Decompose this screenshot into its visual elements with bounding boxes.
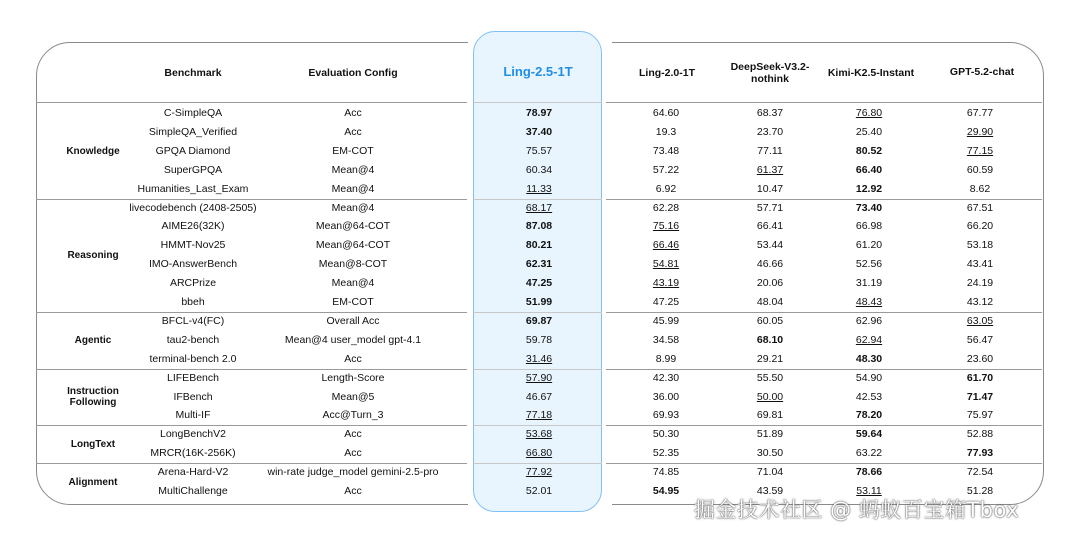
- score-cell: 63.22: [855, 447, 883, 460]
- row-divider: [473, 425, 602, 426]
- score-cell: 73.40: [855, 201, 883, 214]
- score-cell: 20.06: [756, 277, 784, 290]
- score-cell: 77.92: [525, 466, 553, 479]
- score-cell: 52.56: [855, 258, 883, 271]
- benchmark-name: AIME26(32K): [161, 220, 225, 233]
- score-cell: 50.30: [652, 428, 680, 441]
- score-cell: 45.99: [652, 314, 680, 327]
- benchmark-name: HMMT-Nov25: [160, 239, 226, 252]
- eval-config: win-rate judge_model gemini-2.5-pro: [267, 466, 439, 479]
- benchmark-name: LongBenchV2: [160, 428, 226, 441]
- score-cell: 42.53: [855, 390, 883, 403]
- score-cell: 87.08: [525, 220, 553, 233]
- watermark: 掘金技术社区 @ 蚂蚁百宝箱Tbox: [694, 498, 1020, 522]
- score-cell: 56.47: [966, 333, 994, 346]
- row-divider: [606, 312, 1042, 313]
- score-cell: 69.81: [756, 409, 784, 422]
- score-cell: 62.28: [652, 201, 680, 214]
- score-cell: 66.46: [652, 239, 680, 252]
- eval-config: Acc: [344, 485, 362, 497]
- score-cell: 67.51: [966, 201, 994, 214]
- score-cell: 46.67: [525, 390, 553, 403]
- score-cell: 6.92: [655, 182, 677, 195]
- score-cell: 66.98: [855, 220, 883, 233]
- benchmark-name: LIFEBench: [167, 371, 219, 384]
- score-cell: 57.71: [756, 201, 784, 214]
- score-cell: 36.00: [652, 390, 680, 403]
- score-cell: 62.94: [855, 333, 883, 346]
- score-cell: 31.46: [525, 352, 553, 365]
- score-cell: 57.22: [652, 163, 680, 176]
- benchmark-name: Arena-Hard-V2: [157, 466, 229, 479]
- score-cell: 8.99: [655, 352, 677, 365]
- eval-config: Mean@64-COT: [315, 220, 391, 233]
- score-cell: 73.48: [652, 144, 680, 157]
- score-cell: 25.40: [855, 125, 883, 138]
- header-ling-2-0-1t: Ling-2.0-1T: [638, 67, 695, 79]
- score-cell: 43.19: [652, 277, 680, 290]
- score-cell: 23.60: [966, 352, 994, 365]
- row-divider: [606, 102, 1042, 103]
- benchmark-name: terminal-bench 2.0: [149, 352, 237, 365]
- score-cell: 60.34: [525, 163, 553, 176]
- score-cell: 50.00: [756, 390, 784, 403]
- row-divider: [36, 463, 467, 464]
- eval-config: Mean@4: [331, 163, 375, 176]
- eval-config: Acc: [344, 352, 362, 365]
- score-cell: 78.97: [525, 107, 553, 119]
- row-divider: [473, 312, 602, 313]
- eval-config: Overall Acc: [326, 314, 380, 327]
- header-eval-config: Evaluation Config: [308, 67, 398, 79]
- benchmark-name: C-SimpleQA: [163, 107, 223, 119]
- category-label: Alignment: [68, 476, 118, 488]
- benchmark-name: ARCPrize: [169, 277, 217, 290]
- score-cell: 59.78: [525, 333, 553, 346]
- score-cell: 24.19: [966, 277, 994, 290]
- header-deepseek: DeepSeek-V3.2-nothink: [730, 61, 810, 85]
- score-cell: 11.33: [526, 182, 552, 195]
- score-cell: 34.58: [652, 333, 680, 346]
- row-divider: [36, 199, 467, 200]
- eval-config: EM-COT: [332, 144, 374, 157]
- score-cell: 68.10: [756, 333, 784, 346]
- score-cell: 23.70: [756, 125, 784, 138]
- category-label: Agentic: [74, 334, 112, 346]
- score-cell: 52.01: [525, 485, 553, 497]
- score-cell: 80.52: [855, 144, 883, 157]
- score-cell: 30.50: [756, 447, 784, 460]
- benchmark-name: SimpleQA_Verified: [148, 125, 238, 138]
- score-cell: 43.41: [966, 258, 994, 271]
- row-divider: [606, 369, 1042, 370]
- benchmark-name: MRCR(16K-256K): [150, 447, 236, 460]
- row-divider: [606, 463, 1042, 464]
- score-cell: 63.05: [966, 314, 994, 327]
- score-cell: 29.90: [966, 125, 994, 138]
- benchmark-name: BFCL-v4(FC): [161, 314, 225, 327]
- score-cell: 29.21: [756, 352, 784, 365]
- benchmark-name: bbeh: [181, 296, 205, 308]
- score-cell: 62.31: [525, 258, 553, 271]
- score-cell: 43.59: [756, 485, 784, 497]
- benchmark-name: IFBench: [173, 390, 213, 403]
- score-cell: 72.54: [966, 466, 994, 479]
- score-cell: 62.96: [855, 314, 883, 327]
- score-cell: 48.04: [756, 296, 784, 308]
- benchmark-name: GPQA Diamond: [155, 144, 231, 157]
- score-cell: 68.37: [756, 107, 784, 119]
- row-divider: [606, 199, 1042, 200]
- score-cell: 46.66: [756, 258, 784, 271]
- score-cell: 47.25: [525, 277, 553, 290]
- eval-config: EM-COT: [332, 296, 374, 308]
- eval-config: Mean@64-COT: [315, 239, 391, 252]
- score-cell: 77.15: [966, 144, 994, 157]
- score-cell: 66.41: [756, 220, 784, 233]
- benchmark-name: Multi-IF: [175, 409, 211, 422]
- eval-config: Acc: [344, 428, 362, 441]
- benchmark-name: Humanities_Last_Exam: [137, 182, 249, 195]
- score-cell: 10.47: [756, 182, 784, 195]
- row-divider: [473, 463, 602, 464]
- score-cell: 52.35: [652, 447, 680, 460]
- eval-config: Mean@4: [331, 277, 375, 290]
- score-cell: 60.05: [756, 314, 784, 327]
- header-kimi: Kimi-K2.5-Instant: [827, 67, 915, 79]
- benchmark-name: SuperGPQA: [163, 163, 223, 176]
- score-cell: 19.3: [655, 125, 677, 138]
- row-divider: [36, 425, 467, 426]
- score-cell: 53.68: [525, 428, 553, 441]
- eval-config: Mean@4: [331, 182, 375, 195]
- row-divider: [36, 102, 467, 103]
- benchmark-name: tau2-bench: [166, 333, 220, 346]
- benchmark-name: livecodebench (2408-2505): [129, 201, 257, 214]
- score-cell: 53.44: [756, 239, 784, 252]
- row-divider: [36, 369, 467, 370]
- score-cell: 75.57: [525, 144, 553, 157]
- header-benchmark: Benchmark: [164, 67, 222, 79]
- category-label: LongText: [70, 438, 116, 450]
- score-cell: 71.04: [756, 466, 784, 479]
- score-cell: 53.11: [856, 485, 882, 497]
- score-cell: 12.92: [855, 182, 883, 195]
- score-cell: 59.64: [855, 428, 883, 441]
- score-cell: 54.90: [855, 371, 883, 384]
- eval-config: Mean@4 user_model gpt-4.1: [284, 333, 422, 346]
- score-cell: 66.40: [855, 163, 883, 176]
- score-cell: 69.87: [525, 314, 553, 327]
- row-divider: [473, 102, 602, 103]
- row-divider: [473, 199, 602, 200]
- score-cell: 51.99: [525, 296, 553, 308]
- score-cell: 55.50: [756, 371, 784, 384]
- score-cell: 54.95: [652, 485, 680, 497]
- score-cell: 66.20: [966, 220, 994, 233]
- score-cell: 54.81: [652, 258, 680, 271]
- score-cell: 75.16: [652, 220, 680, 233]
- score-cell: 48.30: [855, 352, 883, 365]
- score-cell: 52.88: [966, 428, 994, 441]
- score-cell: 31.19: [855, 277, 883, 290]
- category-label: Reasoning: [67, 249, 119, 261]
- eval-config: Length-Score: [321, 371, 385, 384]
- score-cell: 71.47: [966, 390, 994, 403]
- score-cell: 43.12: [966, 296, 994, 308]
- category-label: Instruction Following: [67, 385, 119, 408]
- eval-config: Acc: [344, 447, 362, 460]
- eval-config: Acc@Turn_3: [322, 409, 384, 422]
- score-cell: 74.85: [652, 466, 680, 479]
- score-cell: 77.18: [525, 409, 553, 422]
- score-cell: 66.80: [525, 447, 553, 460]
- eval-config: Acc: [344, 107, 362, 119]
- score-cell: 77.11: [757, 144, 783, 157]
- score-cell: 8.62: [969, 182, 991, 195]
- eval-config: Mean@5: [331, 390, 375, 403]
- score-cell: 67.77: [966, 107, 994, 119]
- benchmark-name: MultiChallenge: [158, 485, 228, 497]
- score-cell: 64.60: [652, 107, 680, 119]
- benchmark-name: IMO-AnswerBench: [148, 258, 238, 271]
- score-cell: 76.80: [855, 107, 883, 119]
- score-cell: 69.93: [652, 409, 680, 422]
- score-cell: 61.37: [756, 163, 784, 176]
- score-cell: 61.20: [855, 239, 883, 252]
- eval-config: Mean@8-COT: [318, 258, 388, 271]
- score-cell: 60.59: [966, 163, 994, 176]
- score-cell: 51.28: [966, 485, 994, 497]
- eval-config: Acc: [344, 125, 362, 138]
- score-cell: 53.18: [966, 239, 994, 252]
- eval-config: Mean@4: [331, 201, 375, 214]
- score-cell: 75.97: [966, 409, 994, 422]
- score-cell: 68.17: [525, 201, 553, 214]
- row-divider: [473, 369, 602, 370]
- score-cell: 48.43: [855, 296, 883, 308]
- row-divider: [36, 312, 467, 313]
- score-cell: 47.25: [652, 296, 680, 308]
- score-cell: 78.20: [855, 409, 883, 422]
- score-cell: 61.70: [966, 371, 994, 384]
- score-cell: 77.93: [966, 447, 994, 460]
- score-cell: 51.89: [756, 428, 784, 441]
- header-ling-2-5-1t: Ling-2.5-1T: [503, 64, 573, 79]
- row-divider: [606, 425, 1042, 426]
- category-label: Knowledge: [66, 145, 120, 157]
- score-cell: 42.30: [652, 371, 680, 384]
- score-cell: 78.66: [855, 466, 883, 479]
- header-gpt: GPT-5.2-chat: [949, 66, 1015, 78]
- score-cell: 80.21: [525, 239, 553, 252]
- score-cell: 37.40: [525, 125, 553, 138]
- score-cell: 57.90: [525, 371, 553, 384]
